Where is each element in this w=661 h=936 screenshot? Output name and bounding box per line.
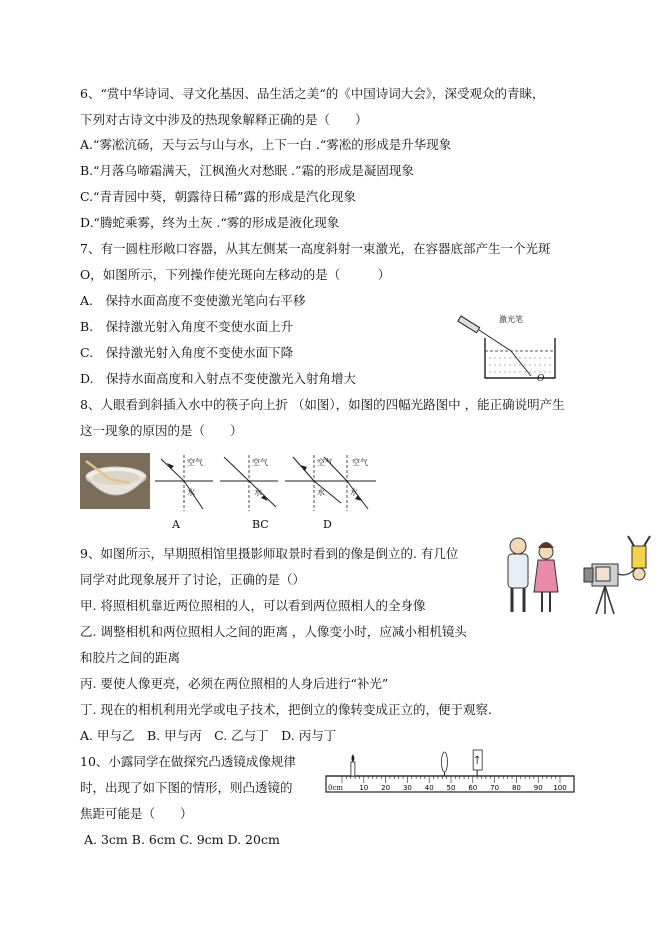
ruler-tick-label: 10 xyxy=(359,784,369,792)
ruler-tick-label: 80 xyxy=(511,784,521,792)
q6-option-c: C.“青青园中葵，朝露待日稀”露的形成是汽化现象 xyxy=(80,189,356,204)
laser-beam-air xyxy=(479,330,511,351)
q9-statement-yi: 乙. 调整相机和两位照相人之间的距离 ，人像变小时，应减小相机镜头 xyxy=(80,624,467,639)
ruler-tick-label: 20 xyxy=(381,784,391,792)
ruler-tick-label: 40 xyxy=(424,784,434,792)
spot-o-label: O xyxy=(537,374,545,384)
q7-option-d: D. 保持水面高度和入射点不变使激光入射角增大 xyxy=(80,371,357,386)
q9-choices: A. 甲与乙 B. 甲与丙 C. 乙与丁 D. 丙与丁 xyxy=(80,728,337,743)
q10-stem-line3: 焦距可能是（ ） xyxy=(80,806,193,821)
air-label: 空气 xyxy=(187,458,203,467)
q9-statement-jia: 甲. 将照相机靠近两位照相的人，可以看到两位照相人的全身像 xyxy=(80,598,426,613)
q8-stem-line2: 这一现象的原因的是（ ） xyxy=(80,423,243,438)
q6-option-b: B.“月落乌啼霜满天，江枫渔火对愁眠 .”霜的形成是凝固现象 xyxy=(80,163,414,178)
ruler-tick-label: 100 xyxy=(553,784,567,792)
ruler-tick-label: 90 xyxy=(533,784,543,792)
q9-statement-bing: 丙. 要使人像更亮，必须在两位照相的人身后进行“补光” xyxy=(80,676,389,691)
q10-optical-bench xyxy=(320,748,580,798)
q6-option-a: A.“雾凇沆砀，天与云与山与水，上下一白 .“雾凇的形成是升华现象 xyxy=(80,137,452,152)
water-label: 水 xyxy=(187,488,195,497)
q9-stem-line1: 9、如图所示，早期照相馆里摄影师取景时看到的像是倒立的. 有几位 xyxy=(80,546,459,561)
air-label: 空气 xyxy=(317,458,333,467)
q8-label-d: D xyxy=(323,518,332,531)
q8-diagram-2 xyxy=(218,453,280,513)
q8-diagram-1 xyxy=(153,453,215,513)
candle-icon xyxy=(351,754,355,776)
q9-statement-ding: 丁. 现在的相机利用光学或电子技术，把倒立的像转变成正立的，便于观察. xyxy=(80,702,492,717)
q7-option-b: B. 保持激光射入角度不变使水面上升 xyxy=(80,319,294,334)
q6-option-d: D.“腾蛇乘雾，终为土灰 .“雾的形成是液化现象 xyxy=(80,215,340,230)
ruler-tick-label: 30 xyxy=(402,784,412,792)
q6-stem-line2: 下列对古诗文中涉及的热现象解释正确的是（ ） xyxy=(80,112,368,127)
q8-label-bc: BC xyxy=(252,518,269,531)
q8-stem-line1: 8、人眼看到斜插入水中的筷子向上折 （如图），如图的四幅光路图中 ，能正确说明产生 xyxy=(80,397,565,412)
water-label: 水 xyxy=(254,488,262,497)
q10-stem-line2: 时，出现了如下图的情形，则凸透镜的 xyxy=(80,780,293,795)
air-label: 空气 xyxy=(352,458,368,467)
q8-diagram-4 xyxy=(316,453,378,513)
q7-figure xyxy=(455,312,565,388)
q7-stem-line1: 7、有一圆柱形敞口容器，从其左侧某一高度斜射一束激光，在容器底部产生一个光斑 xyxy=(80,241,551,256)
water-label: 水 xyxy=(350,488,358,497)
ruler-tick-label: 50 xyxy=(446,784,456,792)
optical-bench-svg xyxy=(320,748,580,798)
convex-lens-icon xyxy=(441,752,447,776)
q10-choices: A. 3cm B. 6cm C. 9cm D. 20cm xyxy=(84,832,280,847)
ruler-unit-label: 0cm xyxy=(328,784,344,792)
chopstick-bowl-photo xyxy=(80,453,150,509)
ruler-tick-label: 60 xyxy=(468,784,478,792)
q9-camera-figure xyxy=(500,534,658,618)
q9-statement-yi-cont: 和胶片之间的距离 xyxy=(80,650,181,665)
light-screen-icon xyxy=(473,750,482,776)
ruler-tick-label: 70 xyxy=(490,784,500,792)
q7-option-a: A. 保持水面高度不变使激光笔向右平移 xyxy=(80,293,306,308)
water-label: 水 xyxy=(317,488,325,497)
air-label: 空气 xyxy=(252,458,268,467)
q7-stem-line2: O，如图所示，下列操作使光斑向左移动的是（ ） xyxy=(80,267,391,282)
q6-stem-line1: 6、“赏中华诗词、寻文化基因、品生活之美“的《中国诗词大会》，深受观众的青睐， xyxy=(80,86,545,101)
q9-stem-line2: 同学对此现象展开了讨论，正确的是（） xyxy=(80,572,306,587)
laser-pen-icon xyxy=(458,316,480,333)
q7-option-c: C. 保持激光射入角度不变使水面下降 xyxy=(80,345,294,360)
q8-label-a: A xyxy=(172,518,180,531)
q10-stem-line1: 10、小露同学在做探究凸透镜成像规律 xyxy=(80,754,296,769)
laser-pen-label: 激光笔 xyxy=(499,315,523,324)
